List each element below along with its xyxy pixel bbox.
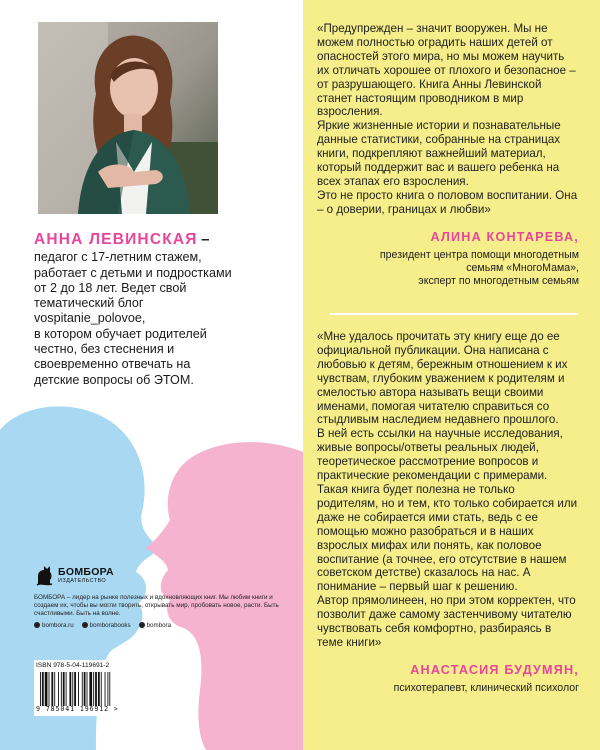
isbn-label: ISBN 978-5-04-119691-2 [36, 662, 110, 669]
barcode-bar [109, 672, 110, 706]
social-link-site[interactable]: bombora.ru [34, 622, 74, 629]
barcode-bar [84, 672, 86, 706]
vk-icon [82, 622, 88, 628]
author-dash: – [201, 231, 210, 248]
review2-paragraph: Такая книга будет полезна не только родителям, но и тем, кто только собирается или даже не собирается ими стать, ведь с ее помощью можно разобраться и в наших взрослых мифах или понять, как половое воспитание (а точнее, его отсутствие в нашем советском детстве) сказалось на нас. А понимание – первый шаг к решению. [317, 482, 578, 594]
review1-author: АЛИНА КОНТАРЕВА, [430, 229, 579, 244]
barcode-bar [49, 672, 50, 706]
author-photo [38, 22, 218, 214]
publisher-brand: БОМБОРА [58, 565, 114, 578]
social-link-telegram[interactable]: bombora [139, 622, 171, 629]
telegram-icon [139, 622, 145, 628]
barcode-bar [107, 672, 108, 706]
review2-author: АНАСТАСИЯ БУДУМЯН, [410, 662, 579, 677]
barcode-bar [54, 672, 55, 706]
barcode-bar [66, 672, 67, 706]
barcode-bar [51, 672, 53, 706]
barcode-bar [42, 672, 44, 706]
barcode-bar [95, 672, 97, 706]
author-info [34, 232, 296, 388]
barcode-bar [69, 672, 71, 706]
author-name: АННА ЛЕВИНСКАЯ [34, 231, 198, 248]
social-link-vk[interactable]: bomborabooks [82, 622, 131, 629]
barcode-bar [40, 672, 41, 706]
isbn-barcode-block [34, 660, 144, 716]
barcode-number: 9 785041 196912 > [36, 705, 119, 713]
publisher-brand-sub: ИЗДАТЕЛЬСТВО [58, 577, 107, 584]
review2-role: психотерапевт, клинический психолог [393, 681, 579, 694]
review-divider [330, 313, 578, 315]
publisher-logo [36, 564, 289, 586]
barcode-bar [72, 672, 73, 706]
review1-paragraph: «Предупрежден – значит вооружен. Мы не можем полностью оградить наших детей от опасностей этого мира, но мы можем научить их отличать хорошее от плохого и безопасное – от разрушающего. Книга Анны Левинской станет настоящим проводником в мир взросления. [317, 22, 576, 119]
globe-icon [34, 622, 40, 628]
bombora-cat-icon [36, 564, 54, 586]
barcode-bar [78, 672, 79, 706]
review-kontareva [317, 22, 579, 288]
review-budumyan [317, 330, 579, 695]
review1-paragraph: Это не просто книга о половом воспитании. Она – о доверии, границах и любви» [317, 188, 578, 216]
barcode-bar [58, 672, 59, 706]
barcode-bar [93, 672, 94, 706]
barcode-bar [98, 672, 100, 706]
publisher-social-links [34, 622, 289, 629]
barcode-bar [61, 672, 62, 706]
barcode-graphic [36, 672, 142, 706]
publisher-description: БОМБОРА – лидер на рынке полезных и вдохновляющих книг. Мы любим книги и создаем их, чтобы вы могли творить, открывать мир, пробовать новое, расти. Быть счастливыми. Быть на волне. [34, 594, 279, 618]
review1-paragraph: Яркие жизненные истории и познавательные данные статистики, собранные на страницах книги, подкрепляют важнейший материал, который поддержит вас и вашего ребенка на всех этапах его взросления. [317, 119, 561, 188]
review2-paragraph: Автор прямолинеен, но при этом корректен, что позволит даже самому застенчивому читателю чувствовать себя комфортно, разбираясь в теме книги» [317, 594, 576, 649]
barcode-bar [87, 672, 88, 706]
review1-role: президент центра помощи многодетным семьям «МногоМама», эксперт по многодетным семьям [379, 248, 579, 287]
barcode-bar [105, 672, 106, 706]
author-bio: педагог с 17-летним стажем, работает с детьми и подростками от 2 до 18 лет. Ведет свой тематический блог vospitanie_polovoe, в котором обучает родителей честно, без стеснения и своевременно отвечать на детские вопросы об ЭТОМ. [34, 250, 232, 387]
barcode-bar [63, 672, 65, 706]
publisher-block [34, 564, 289, 629]
review2-attribution [317, 664, 579, 695]
barcode-bar [82, 672, 83, 706]
review1-attribution [317, 231, 579, 289]
barcode-bar [74, 672, 76, 706]
review2-paragraph: «Мне удалось прочитать эту книгу еще до ее официальной публикации. Она написана с любовью к детям, бережным отношением к их чувствам, глубоким уважением к родителям и смелостью автора называть вещи своими именами, помогая читателю справиться со стыдливым наследием недавнего прошлого. [317, 330, 568, 427]
barcode-bar [45, 672, 48, 706]
review2-paragraph: В ней есть ссылки на научные исследования, живые вопросы/ответы реальных людей, теоретическое рассмотрение вопросов и практические рекомендации с примерами. [317, 427, 563, 483]
barcode-bar [101, 672, 102, 706]
barcode-bar [89, 672, 92, 706]
